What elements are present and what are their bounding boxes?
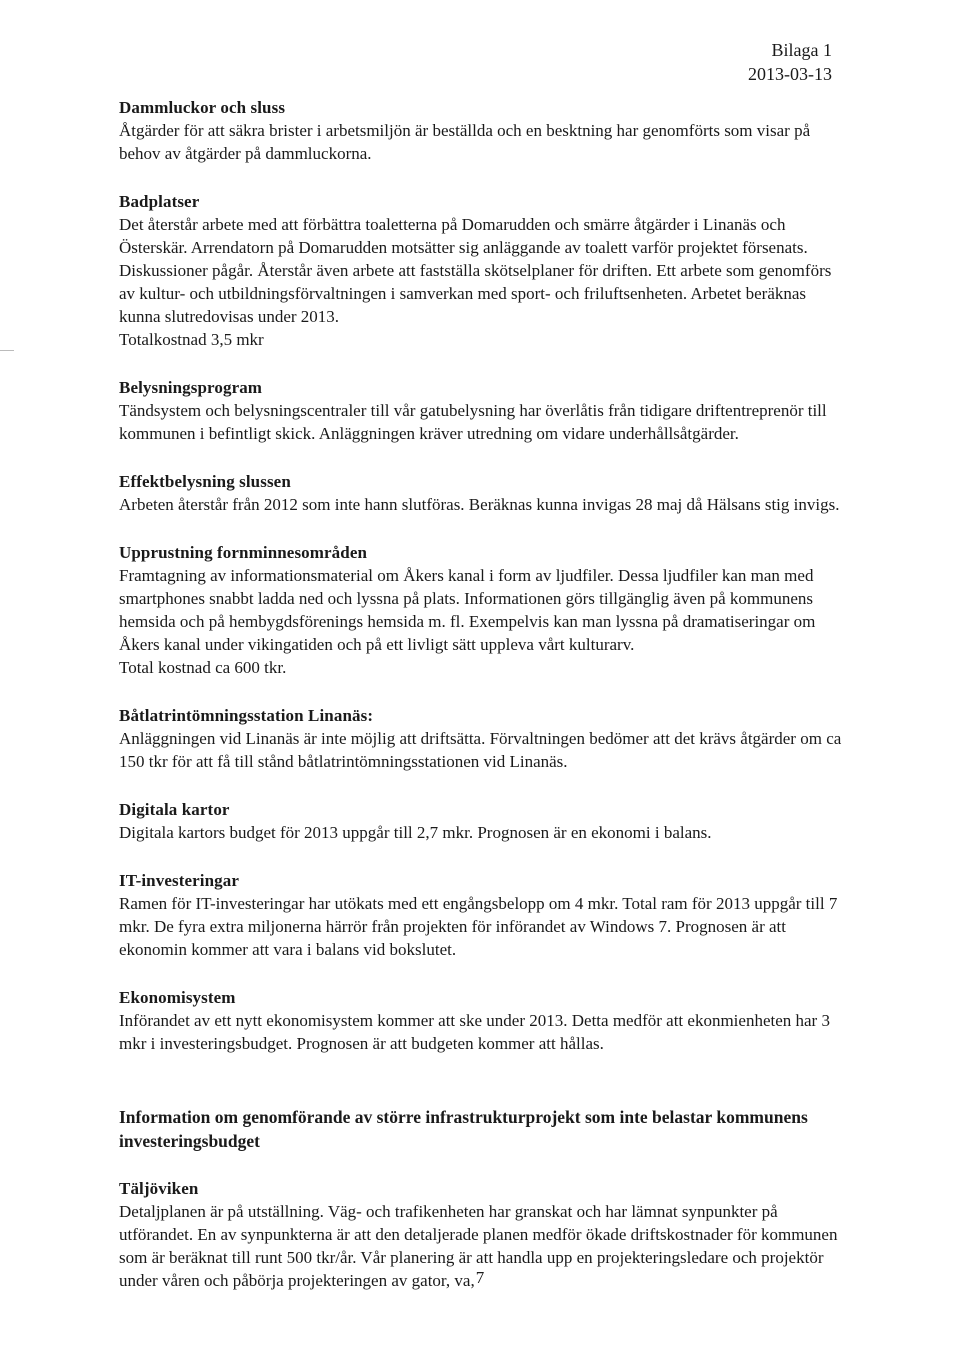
scan-margin-mark bbox=[0, 350, 14, 351]
section-body: Ramen för IT-investeringar har utökats med ett engångsbelopp om 4 mkr. Total ram för 2013 uppgår till 7 mkr. De fyra extra miljonerna härrör från projekten för införandet av Windows 7. Prognosen är att ekonomin kommer att vara i balans vid bokslutet. bbox=[119, 894, 838, 959]
section-heading: Ekonomisystem bbox=[119, 988, 236, 1007]
section-heading: IT-investeringar bbox=[119, 871, 239, 890]
section-body: Införandet av ett nytt ekonomisystem kommer att ske under 2013. Detta medför att ekonmienheten har 3 mkr i investeringsbudget. Prognosen är att budgeten kommer att hållas. bbox=[119, 1011, 830, 1053]
section-body: Detaljplanen är på utställning. Väg- och trafikenheten har granskat och har lämnat synpunkter på utförandet. En av synpunkterna är att den detaljerade planen medför ökade driftskostnader för kommunen som är beräknat till runt 500 tkr/år. Vår planering är att handla upp en projekteringsledare och projektör under våren och påbörja projekteringen av gator, va, bbox=[119, 1202, 838, 1290]
page-header bbox=[748, 38, 832, 86]
section-it-investeringar bbox=[119, 869, 849, 961]
appendix-label: Bilaga 1 bbox=[771, 40, 832, 60]
section-heading: Belysningsprogram bbox=[119, 378, 263, 397]
section-belysningsprogram bbox=[119, 376, 849, 445]
section-total-cost: Total kostnad ca 600 tkr. bbox=[119, 658, 287, 677]
section-heading: Dammluckor och sluss bbox=[119, 98, 286, 117]
section-heading: Täljöviken bbox=[119, 1179, 199, 1198]
section-fornminnesomraden bbox=[119, 541, 849, 679]
section-body: Åtgärder för att säkra brister i arbetsmiljön är beställda och en besktning har genomförts som visar på behov av åtgärder på dammluckorna. bbox=[119, 121, 811, 163]
section-digitala-kartor bbox=[119, 798, 849, 844]
section-body: Framtagning av informationsmaterial om Åkers kanal i form av ljudfiler. Dessa ljudfiler kan man med smartphones snabbt ladda ned och lyssna på plats. Informationen görs tillgänglig även på kommunens hemsida och på hembygdsförenings hemsida m. fl. Exempelvis kan man lyssna på dramatiseringar om Åkers kanal under vikingatiden och på ett livligt sätt uppleva vårt kulturarv. bbox=[119, 566, 816, 654]
document-date: 2013-03-13 bbox=[748, 64, 832, 84]
infrastructure-heading: Information om genomförande av större infrastrukturprojekt som inte belastar kommunens investeringsbudget bbox=[119, 1107, 808, 1151]
section-dammluckor bbox=[119, 96, 849, 165]
section-heading: Effektbelysning slussen bbox=[119, 472, 291, 491]
page-number: 7 bbox=[475, 1268, 485, 1287]
section-batlatrintomning bbox=[119, 704, 849, 773]
section-heading: Badplatser bbox=[119, 192, 200, 211]
section-body: Det återstår arbete med att förbättra toaletterna på Domarudden och smärre åtgärder i Linanäs och Österskär. Arrendatorn på Domarudden motsätter sig anläggande av toalett varför projektet försenats. Diskussioner pågår. Återstår även arbete att fastställa skötselplaner för driften. Ett arbete som genomförs av kultur- och utbildningsförvaltningen i samverkan med sport- och friluftsenheten. Arbetet beräknas kunna slutredovisas under 2013. bbox=[119, 215, 832, 326]
section-total-cost: Totalkostnad 3,5 mkr bbox=[119, 330, 264, 349]
document-body bbox=[119, 96, 849, 1317]
section-body: Tändsystem och belysningscentraler till vår gatubelysning har överlåtis från tidigare driftentreprenör till kommunen i befintligt skick. Anläggningen kräver utredning om vidare underhållsåtgärder. bbox=[119, 401, 827, 443]
section-ekonomisystem bbox=[119, 986, 849, 1055]
section-heading: Båtlatrintömningsstation Linanäs: bbox=[119, 706, 374, 725]
section-badplatser bbox=[119, 190, 849, 351]
section-heading: Digitala kartor bbox=[119, 800, 230, 819]
section-effektbelysning bbox=[119, 470, 849, 516]
section-body: Digitala kartors budget för 2013 uppgår till 2,7 mkr. Prognosen är en ekonomi i balans. bbox=[119, 823, 712, 842]
section-body: Anläggningen vid Linanäs är inte möjlig att driftsätta. Förvaltningen bedömer att det krävs åtgärder om ca 150 tkr för att få till stånd båtlatrintömningsstationen vid Linanäs. bbox=[119, 729, 842, 771]
section-heading: Upprustning fornminnesområden bbox=[119, 543, 368, 562]
section-body: Arbeten återstår från 2012 som inte hann slutföras. Beräknas kunna invigas 28 maj då Hälsans stig invigs. bbox=[119, 495, 840, 514]
